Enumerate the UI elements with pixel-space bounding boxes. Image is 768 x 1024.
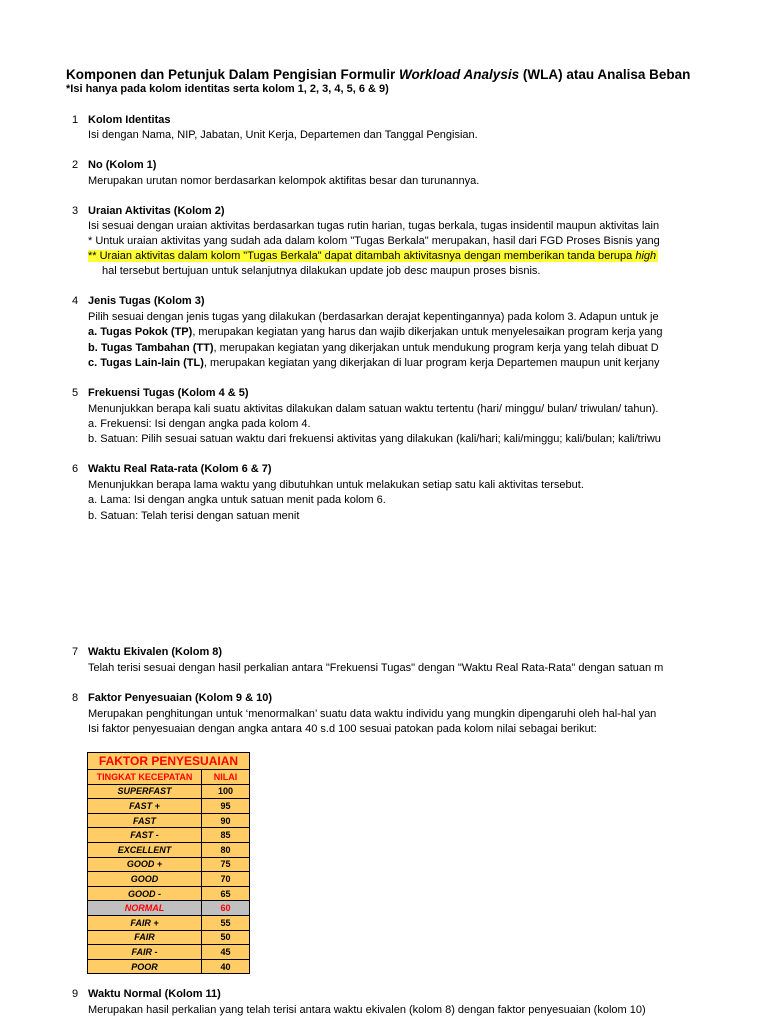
- section-number: 5: [72, 387, 79, 399]
- section-number: 9: [72, 988, 79, 1000]
- task-type-line: a. Tugas Pokok (TP), merupakan kegiatan yang harus dan wajib dikerjakan untuk menyelesaikan program kerja yang: [88, 326, 663, 338]
- task-type-line: b. Tugas Tambahan (TT), merupakan kegiatan yang dikerjakan untuk mendukung program kerja yang telah dibuat D: [88, 342, 659, 354]
- section-text: Menunjukkan berapa lama waktu yang dibutuhkan untuk melakukan setiap satu kali aktivitas tersebut.: [88, 479, 584, 491]
- table-row: FAIR + 55: [88, 915, 250, 930]
- section-text: Merupakan urutan nomor berdasarkan kelompok aktifitas besar dan turunannya.: [88, 175, 480, 187]
- section-text: hal tersebut bertujuan untuk selanjutnya dilakukan update job desc maupun proses bisnis.: [102, 265, 541, 277]
- section-text: a. Frekuensi: Isi dengan angka pada kolom 4.: [88, 418, 311, 430]
- section-text: b. Satuan: Pilih sesuai satuan waktu dari frekuensi aktivitas yang dilakukan (kali/hari; kali/minggu; kali/bulan; kali/triwu: [88, 433, 661, 445]
- section-heading: Faktor Penyesuaian (Kolom 9 & 10): [88, 692, 272, 704]
- table-row: SUPERFAST 100: [88, 784, 250, 799]
- section-text: * Untuk uraian aktivitas yang sudah ada dalam kolom "Tugas Berkala" merupakan, hasil dari FGD Proses Bisnis yang: [88, 235, 660, 247]
- section-text: Merupakan penghitungan untuk ‘menormalkan’ suatu data waktu individu yang mungkin dipengaruhi oleh hal-hal yan: [88, 708, 657, 720]
- section-heading: Uraian Aktivitas (Kolom 2): [88, 205, 225, 217]
- section-number: 8: [72, 692, 79, 704]
- section-text: b. Satuan: Telah terisi dengan satuan menit: [88, 510, 300, 522]
- section-heading: Waktu Normal (Kolom 11): [88, 988, 221, 1000]
- highlight-marker: ** Uraian aktivitas dalam kolom "Tugas Berkala" dapat ditambah aktivitasnya dengan memberikan tanda berupa high: [88, 250, 657, 262]
- section-text: Isi sesuai dengan uraian aktivitas berdasarkan tugas rutin harian, tugas berkala, tugas insidentil maupun aktivitas lain: [88, 220, 660, 232]
- section-text-highlighted: [88, 249, 658, 264]
- section-text: Menunjukkan berapa kali suatu aktivitas dilakukan dalam satuan waktu tertentu (hari/ minggu/ bulan/ triwulan/ tahun).: [88, 403, 659, 415]
- table-row: GOOD - 65: [88, 886, 250, 901]
- section-number: 3: [72, 205, 79, 217]
- table-row: FAST - 85: [88, 828, 250, 843]
- document-subtitle: *Isi hanya pada kolom identitas serta kolom 1, 2, 3, 4, 5, 6 & 9): [66, 83, 389, 95]
- section-text: Pilih sesuai dengan jenis tugas yang dilakukan (berdasarkan derajat kepentingannya) pada kolom 3. Adapun untuk je: [88, 311, 659, 323]
- section-text: a. Lama: Isi dengan angka untuk satuan menit pada kolom 6.: [88, 494, 386, 506]
- table-row: EXCELLENT 80: [88, 842, 250, 857]
- column-header-value: NILAI: [202, 770, 250, 785]
- section-heading: Frekuensi Tugas (Kolom 4 & 5): [88, 387, 249, 399]
- table-row: GOOD + 75: [88, 857, 250, 872]
- section-number: 4: [72, 295, 79, 307]
- table-row-normal: NORMAL 60: [88, 901, 250, 916]
- section-text: Isi faktor penyesuaian dengan angka antara 40 s.d 100 sesuai patokan pada kolom nilai sebagai berikut:: [88, 723, 597, 735]
- table-row: POOR 40: [88, 959, 250, 974]
- table-row: FAIR - 45: [88, 945, 250, 960]
- section-number: 7: [72, 646, 79, 658]
- document-title: Komponen dan Petunjuk Dalam Pengisian Formulir Workload Analysis (WLA) atau Analisa Beban: [66, 67, 691, 82]
- table-title: FAKTOR PENYESUAIAN: [88, 753, 250, 770]
- section-text: Isi dengan Nama, NIP, Jabatan, Unit Kerja, Departemen dan Tanggal Pengisian.: [88, 129, 478, 141]
- section-heading: Kolom Identitas: [88, 114, 171, 126]
- section-number: 2: [72, 159, 79, 171]
- section-number: 1: [72, 114, 79, 126]
- section-text: Merupakan hasil perkalian yang telah terisi antara waktu ekivalen (kolom 8) dengan faktor penyesuaian (kolom 10): [88, 1004, 646, 1016]
- column-header-speed-level: TINGKAT KECEPATAN: [88, 770, 202, 785]
- section-text: Telah terisi sesuai dengan hasil perkalian antara "Frekuensi Tugas" dengan "Waktu Real Rata-Rata" dengan satuan m: [88, 662, 664, 674]
- section-heading: Jenis Tugas (Kolom 3): [88, 295, 205, 307]
- table-row: FAST 90: [88, 813, 250, 828]
- section-heading: Waktu Ekivalen (Kolom 8): [88, 646, 223, 658]
- section-heading: Waktu Real Rata-rata (Kolom 6 & 7): [88, 463, 272, 475]
- adjustment-factor-table: [87, 752, 250, 974]
- table-row: GOOD 70: [88, 872, 250, 887]
- table-row: FAIR 50: [88, 930, 250, 945]
- section-heading: No (Kolom 1): [88, 159, 157, 171]
- table-row: FAST + 95: [88, 799, 250, 814]
- task-type-line: c. Tugas Lain-lain (TL), merupakan kegiatan yang dikerjakan di luar program kerja Departemen maupun unit kerjany: [88, 357, 660, 369]
- section-number: 6: [72, 463, 79, 475]
